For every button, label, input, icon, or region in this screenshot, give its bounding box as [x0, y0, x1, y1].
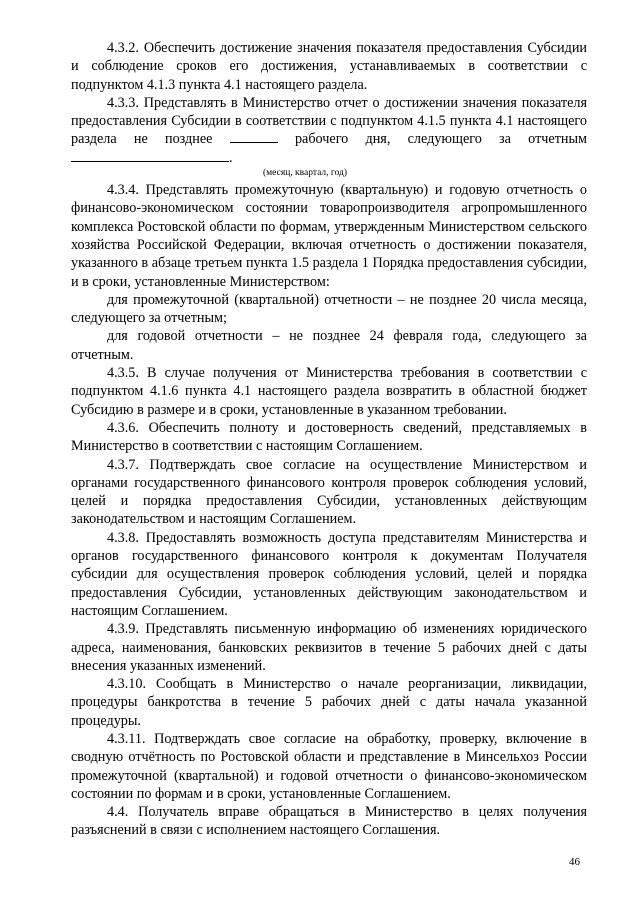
page-number: 46 — [569, 856, 580, 868]
paragraph-4-3-9: 4.3.9. Представлять письменную информацию об изменениях юридического адреса, наименования, банковских реквизитов в течение 5 рабочих дней с даты внесения указанных изменений. — [71, 621, 587, 674]
paragraph-4-3-5: 4.3.5. В случае получения от Министерства требования в соответствии с подпунктом 4.1.6 пункта 4.1 настоящего раздела возвратить в областной бюджет Субсидию в размере и в сроки, установленные в указанном требовании. — [71, 365, 587, 418]
paragraph-4-3-8: 4.3.8. Предоставлять возможность доступа представителям Министерства и органов государственного финансового контроля к документам Получателя субсидии для осуществления проверок соблюдения условий, целей и порядка предоставления Субсидии, установленных действующим законодательством и настоящим Соглашением. — [71, 529, 587, 619]
paragraph-4-3-10: 4.3.10. Сообщать в Министерство о начале реорганизации, ликвидации, процедуры банкротства в течение 5 рабочих дней с даты начала указанной процедуры. — [71, 676, 587, 729]
days-blank-line — [230, 130, 278, 143]
paragraph-4-3-3-text-2: рабочего дня, следующего за отчетным — [294, 131, 588, 148]
paragraph-4-4: 4.4. Получатель вправе обращаться в Министерство в целях получения разъяснений в связи с исполнением настоящего Соглашения. — [71, 804, 587, 839]
paragraph-4-3-7: 4.3.7. Подтверждать свое согласие на осуществление Министерством и органами государственного финансового контроля проверок соблюдения условий, целей и порядка предоставления Субсидии, установленных действующим законодательством и настоящим Соглашением. — [71, 456, 587, 528]
paragraph-4-3-3 — [71, 94, 587, 167]
paragraph-4-3-4-annual: для годовой отчетности – не позднее 24 февраля года, следующего за отчетным. — [71, 328, 587, 363]
document-body — [71, 39, 587, 840]
paragraph-4-3-3-text-3: . — [229, 149, 233, 166]
paragraph-4-3-11: 4.3.11. Подтверждать свое согласие на обработку, проверку, включение в сводную отчётность по Ростовской области и представление в Минсельхоз России промежуточной (квартальной) и годовой отчетности о финансово-экономическом состоянии по формам и в сроки, установленные Соглашением. — [71, 730, 587, 802]
period-caption: (месяц, квартал, год) — [263, 168, 348, 179]
paragraph-4-3-3-text-1: 4.3.3. Представлять в Министерство отчет о достижении значения показателя предоставления Субсидии в соответствии с подпунктом 4.1.5 пункта 4.1 настоящего раздела не позднее — [71, 94, 587, 148]
paragraph-4-3-4: 4.3.4. Представлять промежуточную (квартальную) и годовую отчетность о финансово-экономическом состоянии товаропроизводителя агропромышленного комплекса Ростовской области по формам, утвержденным Министерством сельского хозяйства Российской Федерации, включая отчетность о достижении показателя, указанного в абзаце третьем пункта 1.5 раздела 1 Порядка предоставления субсидии, и в сроки, установленные Министерством: — [71, 182, 587, 290]
paragraph-4-3-6: 4.3.6. Обеспечить полноту и достоверность сведений, представляемых в Министерство в соответствии с настоящим Соглашением. — [71, 419, 587, 455]
paragraph-4-3-4-quarterly: для промежуточной (квартальной) отчетности – не позднее 20 числа месяца, следующего за отчетным; — [71, 291, 587, 327]
period-blank-line — [71, 149, 229, 162]
paragraph-4-3-2: 4.3.2. Обеспечить достижение значения показателя предоставления Субсидии и соблюдение сроков его достижения, устанавливаемых в соответствии с подпунктом 4.1.3 пункта 4.1 настоящего раздела. — [71, 40, 587, 93]
